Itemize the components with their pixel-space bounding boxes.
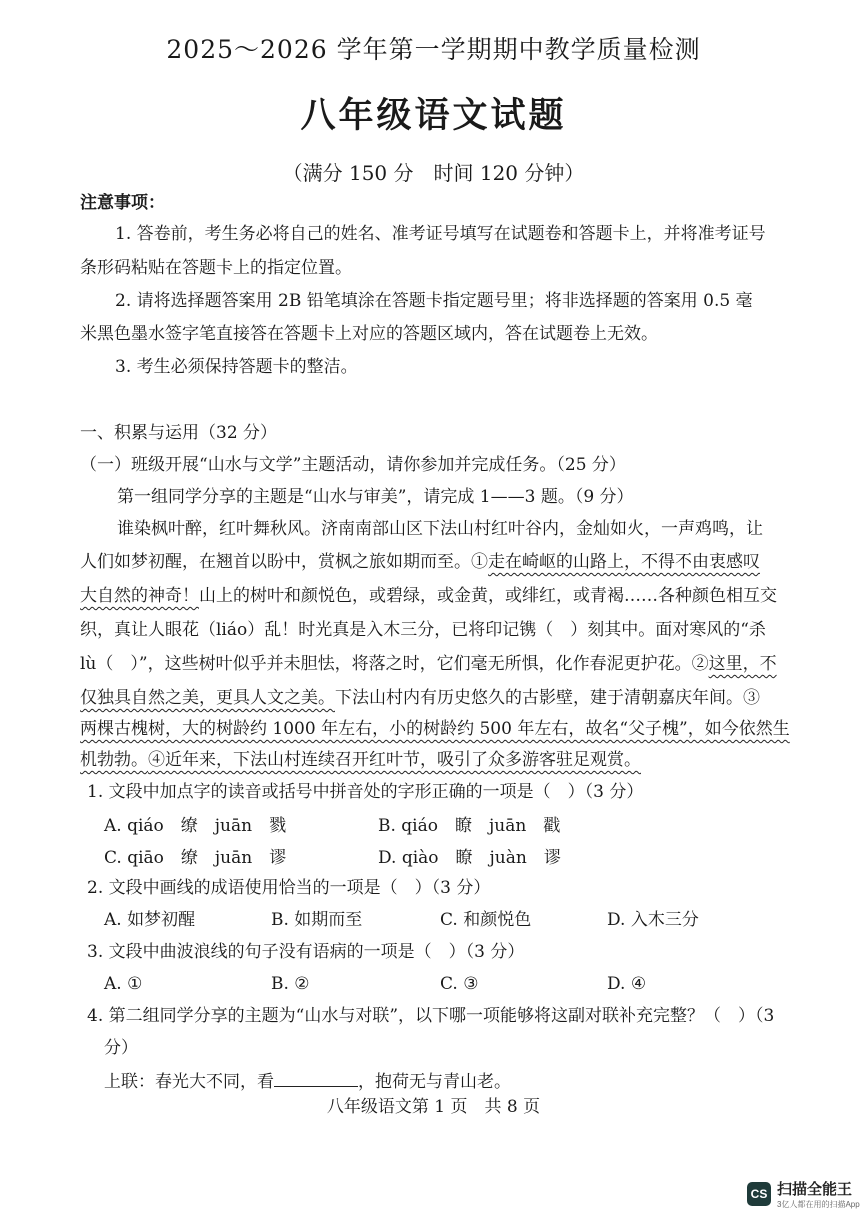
q1-option-d: D. qiào 瞭 juàn 谬 [378,848,561,868]
passage-text: 山上的树叶和颜悦色，或碧绿，或金黄，或绯红，或青褐……各种颜色相互交 [199,586,777,606]
group-1-intro: 第一组同学分享的主题是“山水与审美”，请完成 1——3 题。（9 分） [117,487,634,507]
wavy-sentence-4: ④近年来，下法山村连续召开红叶节，吸引了众多游客驻足观赏。 [148,750,641,770]
notice-item-1-line-1: 1. 答卷前，考生务必将自己的姓名、准考证号填写在试题卷和答题卡上，并将准考证号 [115,224,766,244]
section-1-heading: 一、积累与运用（32 分） [80,423,278,443]
page-footer: 八年级语文第 1 页 共 8 页 [326,1097,541,1117]
notice-item-2-line-2: 米黑色墨水签字笔直接答在答题卡上对应的答题区域内，答在试题卷上无效。 [80,324,658,344]
notice-item-2-line-1: 2. 请将选择题答案用 2B 铅笔填涂在答题卡指定题号里；将非选择题的答案用 0.5 毫 [115,291,753,311]
q2-option-c: C. 和颜悦色 [440,910,532,930]
passage-line: 织，真让人眼花（liáo）乱！时光真是入木三分，已将印记镌（ ）刻其中。面对寒风的“杀 [80,620,766,640]
question-4-stem-end: 分） [104,1038,138,1058]
q1-option-c: C. qiāo 缭 juān 谬 [104,848,287,868]
passage-line [80,752,641,769]
q3-option-d: D. ④ [607,974,647,994]
notice-item-1-line-2: 条形码粘贴在答题卡上的指定位置。 [80,258,352,278]
passage-text: 下法山村内有历史悠久的古影壁，建于清朝嘉庆年间。③ [335,688,760,708]
passage-line [80,690,760,707]
q2-option-a: A. 如梦初醒 [104,910,196,930]
notice-item-3: 3. 考生必须保持答题卡的整洁。 [115,357,358,377]
q1-option-b: B. qiáo 瞭 juān 戳 [378,816,561,836]
q1-option-a: A. qiáo 缭 juān 戮 [104,816,287,836]
subject-title: 八年级语文试题 [300,95,567,136]
passage-line [80,588,777,605]
couplet-first-line [104,1072,511,1091]
question-3-stem: 3. 文段中曲波浪线的句子没有语病的一项是（ ）（3 分） [87,942,525,962]
wavy-sentence-2: 这里，不 [708,654,777,674]
notice-heading: 注意事项： [80,193,165,213]
q2-option-d: D. 入木三分 [607,910,699,930]
question-1-stem: 1. 文段中加点字的读音或括号中拼音处的字形正确的一项是（ ）（3 分） [87,782,644,802]
passage-text: 人们如梦初醒，在翘首以盼中，赏枫之旅如期而至。① [80,552,488,572]
wavy-sentence-3-end: 机勃勃。 [80,750,148,770]
passage-line: 谁染枫叶醉，红叶舞秋风。济南南部山区下法山村红叶谷内，金灿如火，一声鸡鸣，让 [117,519,763,539]
couplet-text: ，抱荷无与青山老。 [358,1072,511,1092]
q3-option-a: A. ① [104,974,143,994]
watermark-tagline: 3亿人都在用的扫描App [777,1200,860,1209]
score-time: （满分 150 分 时间 120 分钟） [282,161,585,185]
question-4-stem: 4. 第二组同学分享的主题为“山水与对联”，以下哪一项能够将这副对联补充完整？（ ）（3 [87,1006,775,1026]
exam-title: 2025～2026 学年第一学期期中教学质量检测 [166,35,701,64]
watermark-name: 扫描全能王 [777,1181,853,1198]
passage-text: lù（ ）”，这些树叶似乎并未胆怯，将落之时，它们毫无所惧，化作春泥更护花。② [80,654,709,674]
wavy-sentence-2-end: 仅独具自然之美，更具人文之美。 [80,688,335,708]
couplet-text: 上联：春光大不同，看 [104,1072,274,1092]
q2-option-b: B. 如期而至 [271,910,363,930]
wavy-sentence-1-end: 大自然的神奇！ [80,586,199,606]
wavy-sentence-1: 走在崎岖的山路上，不得不由衷感叹 [488,552,760,572]
part-1-heading: （一）班级开展“山水与文学”主题活动，请你参加并完成任务。（25 分） [80,455,626,475]
q3-option-c: C. ③ [440,974,479,994]
scanner-watermark [747,1178,860,1210]
question-2-stem: 2. 文段中画线的成语使用恰当的一项是（ ）（3 分） [87,878,491,898]
wavy-sentence-3: 两棵古槐树，大的树龄约 1000 年左右，小的树龄约 500 年左右，故名“父子槐”，如今依然生 [80,719,790,739]
camscanner-logo-icon: CS [747,1182,771,1206]
q3-option-b: B. ② [271,974,310,994]
passage-line [80,554,760,571]
passage-line [80,656,777,673]
answer-blank [274,1072,358,1087]
